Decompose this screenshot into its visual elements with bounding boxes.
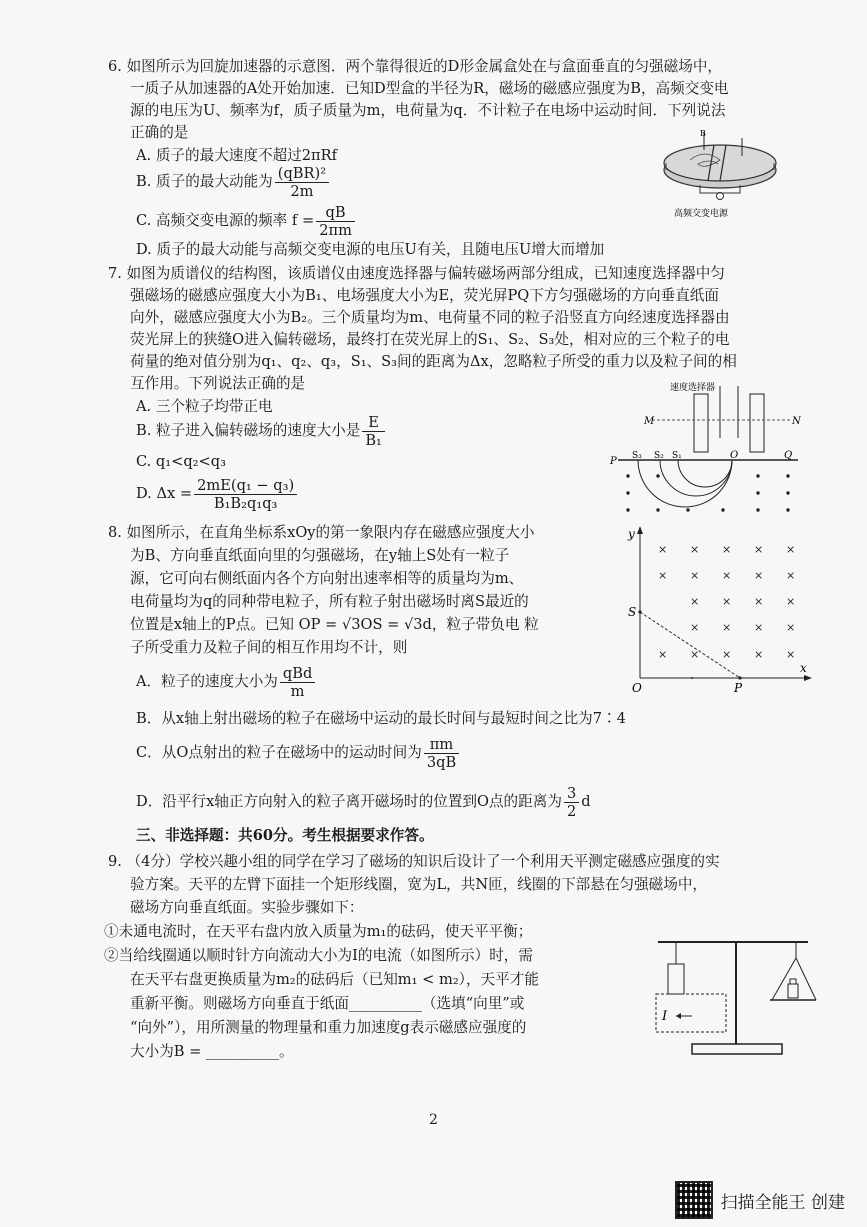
- mass-spectrometer-figure: [608, 378, 808, 518]
- svg-text:×: ×: [754, 569, 764, 582]
- q6-option-a: A. 质子的最大速度不超过2πRf: [136, 147, 338, 164]
- q7-option-b: [136, 411, 387, 451]
- q6-line1: 6. 如图所示为回旋加速器的示意图．两个靠得很近的D形金属盒处在与盒面垂直的匀强磁场中，: [108, 58, 723, 75]
- svg-text:×: ×: [722, 648, 732, 661]
- watermark-text: 扫描全能王 创建: [720, 1192, 845, 1213]
- svg-text:×: ×: [690, 595, 700, 608]
- q6-option-b-denominator: 2m: [290, 182, 314, 200]
- mass-spec-o: O: [730, 450, 739, 461]
- point-p-label: P: [734, 681, 743, 695]
- q8-line2: 为B、方向垂直纸面向里的匀强磁场，在y轴上S处有一粒子: [130, 547, 510, 564]
- velocity-selector-label: 速度选择器: [670, 383, 716, 393]
- svg-text:×: ×: [722, 543, 732, 556]
- q8-option-a-denominator: m: [290, 682, 305, 700]
- q8-line5: 位置是x轴上的P点。已知 OP = √3OS = √3d，粒子带负电 粒: [130, 616, 539, 633]
- current-label: I: [662, 1009, 668, 1024]
- q7-option-b-numerator: E: [362, 414, 385, 432]
- q9-step2-line5: 大小为B = __________。: [130, 1043, 294, 1060]
- svg-text:×: ×: [754, 621, 764, 634]
- q8-option-a-numerator: qBd: [280, 665, 315, 683]
- point-s-label: S: [628, 605, 637, 619]
- svg-text:×: ×: [786, 648, 796, 661]
- q8-line6: 子所受重力及粒子间的相互作用均不计，则: [130, 639, 408, 656]
- svg-text:×: ×: [658, 543, 668, 556]
- q6-line3: 源的电压为U、频率为f，质子质量为m，电荷量为q．不计粒子在电场中运动时间．下列说法: [130, 102, 726, 119]
- svg-text:×: ×: [786, 595, 796, 608]
- cyclotron-label-b: B: [700, 130, 706, 138]
- q6-option-b-label: B. 质子的最大动能为: [136, 173, 273, 190]
- q7-option-a: A. 三个粒子均带正电: [136, 398, 273, 415]
- q7-option-c: C. q₁<q₂<q₃: [136, 453, 226, 470]
- q9-line2: 验方案。天平的左臂下面挂一个矩形线圈，宽为L，共N匝，线圈的下部悬在匀强磁场中，: [130, 876, 708, 893]
- q8-line3: 源，它可向右侧纸面内各个方向射出速率相等的质量均为m、: [130, 570, 524, 587]
- cyclotron-caption: 高频交变电源: [674, 209, 729, 219]
- q6-option-c-fraction: [316, 204, 355, 239]
- q8-line1: 8. 如图所示，在直角坐标系xOy的第一象限内存在磁感应强度大小: [108, 524, 535, 541]
- q7-option-d-denominator: B₁B₂q₁q₃: [213, 494, 278, 512]
- svg-text:×: ×: [690, 648, 700, 661]
- axis-x-label: x: [800, 661, 807, 675]
- scanner-watermark: [675, 1181, 845, 1219]
- q7-option-d-numerator: 2mE(q₁ − q₃): [194, 477, 297, 495]
- qr-code-icon: [675, 1181, 713, 1219]
- svg-text:×: ×: [754, 648, 764, 661]
- q6-option-b-numerator: (qBR)²: [275, 165, 329, 183]
- svg-text:×: ×: [786, 569, 796, 582]
- q8-option-a-fraction: [280, 665, 315, 700]
- svg-text:×: ×: [658, 569, 668, 582]
- svg-text:×: ×: [690, 569, 700, 582]
- q8-option-d-fraction: [564, 785, 579, 820]
- mass-spec-s3: S₃: [632, 451, 642, 461]
- svg-text:×: ×: [722, 569, 732, 582]
- mass-spec-p: P: [610, 456, 617, 467]
- q6-line2: 一质子从加速器的A处开始加速．已知D型盒的半径为R，磁场的磁感应强度为B，高频交变电: [130, 80, 729, 97]
- q7-line4: 荧光屏上的狭缝O进入偏转磁场，最终打在荧光屏上的S₁、S₂、S₃处，相对应的三个粒子的电: [130, 331, 730, 348]
- q9-step1: ①未通电流时，在天平右盘内放入质量为m₁的砝码，使天平平衡；: [104, 923, 533, 940]
- svg-text:×: ×: [690, 621, 700, 634]
- q7-line2: 强磁场的磁感应强度大小为B₁、电场强度大小为E，荧光屏PQ下方匀强磁场的方向垂直纸面: [130, 287, 719, 304]
- q6-option-d: D. 质子的最大动能与高频交变电源的电压U有关，且随电压U增大而增加: [136, 241, 605, 258]
- q7-option-b-fraction: [362, 414, 385, 449]
- q6-option-b: [136, 164, 331, 200]
- q6-line4: 正确的是: [130, 124, 189, 141]
- q8-option-c: [136, 733, 461, 773]
- q8-option-d-numerator: 3: [564, 785, 579, 803]
- q6-option-c: [136, 203, 357, 239]
- svg-text:×: ×: [786, 543, 796, 556]
- q6-option-b-fraction: [275, 165, 329, 200]
- q8-option-d-unit: d: [581, 793, 591, 810]
- mass-spec-s2: S₂: [654, 451, 664, 461]
- svg-text:×: ×: [690, 543, 700, 556]
- mass-spec-n: N: [792, 416, 801, 427]
- q6-option-c-numerator: qB: [316, 204, 355, 222]
- q6-option-c-label: C. 高频交变电源的频率 f =: [136, 212, 315, 229]
- q9-line3: 磁场方向垂直纸面。实验步骤如下：: [130, 899, 364, 916]
- q8-option-d-denominator: 2: [566, 802, 577, 820]
- q8-option-a: [136, 662, 317, 702]
- mass-spec-m: M: [644, 416, 655, 427]
- q7-option-b-denominator: B₁: [365, 431, 382, 449]
- q9-step2-line2: 在天平右盘更换质量为m₂的砝码后（已知m₁ < m₂），天平才能: [130, 971, 539, 988]
- q8-option-a-label: A．粒子的速度大小为: [136, 673, 278, 690]
- page-number: 2: [429, 1112, 438, 1128]
- q7-line5: 荷量的绝对值分别为q₁、q₂、q₃，S₁、S₃间的距离为Δx，忽略粒子所受的重力以及粒子间的相: [130, 353, 737, 370]
- q6-option-c-denominator: 2πm: [319, 221, 352, 239]
- coordinate-field-figure: [620, 522, 815, 697]
- q8-option-b: B．从x轴上射出磁场的粒子在磁场中运动的最长时间与最短时间之比为7∶4: [136, 710, 626, 727]
- q8-line4: 电荷量均为q的同种带电粒子，所有粒子射出磁场时离S最近的: [130, 593, 529, 610]
- q8-option-c-denominator: 3qB: [426, 753, 457, 771]
- section-heading: 三、非选择题：共60分。考生根据要求作答。: [136, 827, 434, 844]
- mass-spec-s1: S₁: [672, 451, 682, 461]
- svg-text:×: ×: [722, 621, 732, 634]
- q7-option-d: [136, 474, 299, 514]
- q7-line1: 7. 如图为质谱仪的结构图，该质谱仪由速度选择器与偏转磁场两部分组成，已知速度选择器中匀: [108, 265, 725, 282]
- svg-text:×: ×: [754, 543, 764, 556]
- origin-label: O: [632, 681, 642, 695]
- q7-line3: 向外，磁感应强度大小为B₂。三个质量均为m、电荷量不同的粒子沿竖直方向经速度选择器由: [130, 309, 730, 326]
- q9-line1: 9. （4分）学校兴趣小组的同学在学习了磁场的知识后设计了一个利用天平测定磁感应强度的实: [108, 853, 720, 870]
- q8-option-d-label: D．沿平行x轴正方向射入的粒子离开磁场时的位置到O点的距离为: [136, 793, 562, 810]
- q7-option-b-label: B. 粒子进入偏转磁场的速度大小是: [136, 422, 361, 439]
- svg-text:×: ×: [722, 595, 732, 608]
- svg-text:×: ×: [754, 595, 764, 608]
- q8-option-c-fraction: [424, 736, 459, 771]
- q8-option-c-label: C．从O点射出的粒子在磁场中的运动时间为: [136, 744, 422, 761]
- q7-option-d-fraction: [194, 477, 297, 512]
- balance-figure: [632, 934, 817, 1062]
- mass-spec-q: Q: [784, 450, 793, 461]
- cyclotron-figure: [660, 130, 780, 225]
- q8-option-c-numerator: πm: [424, 736, 459, 754]
- q9-step2: ②当给线圈通以顺时针方向流动大小为I的电流（如图所示）时，需: [104, 947, 533, 964]
- q7-line6: 互作用。下列说法正确的是: [130, 375, 306, 392]
- axis-y-label: y: [628, 527, 635, 541]
- q9-step2-line4: “向外”），用所测量的物理量和重力加速度g表示磁感应强度的: [130, 1019, 527, 1036]
- q8-option-d: [136, 782, 591, 822]
- q9-step2-line3: 重新平衡。则磁场方向垂直于纸面__________（选填“向里”或: [130, 995, 525, 1012]
- svg-text:×: ×: [658, 648, 668, 661]
- svg-text:×: ×: [786, 621, 796, 634]
- q7-option-d-label: D. Δx =: [136, 485, 193, 502]
